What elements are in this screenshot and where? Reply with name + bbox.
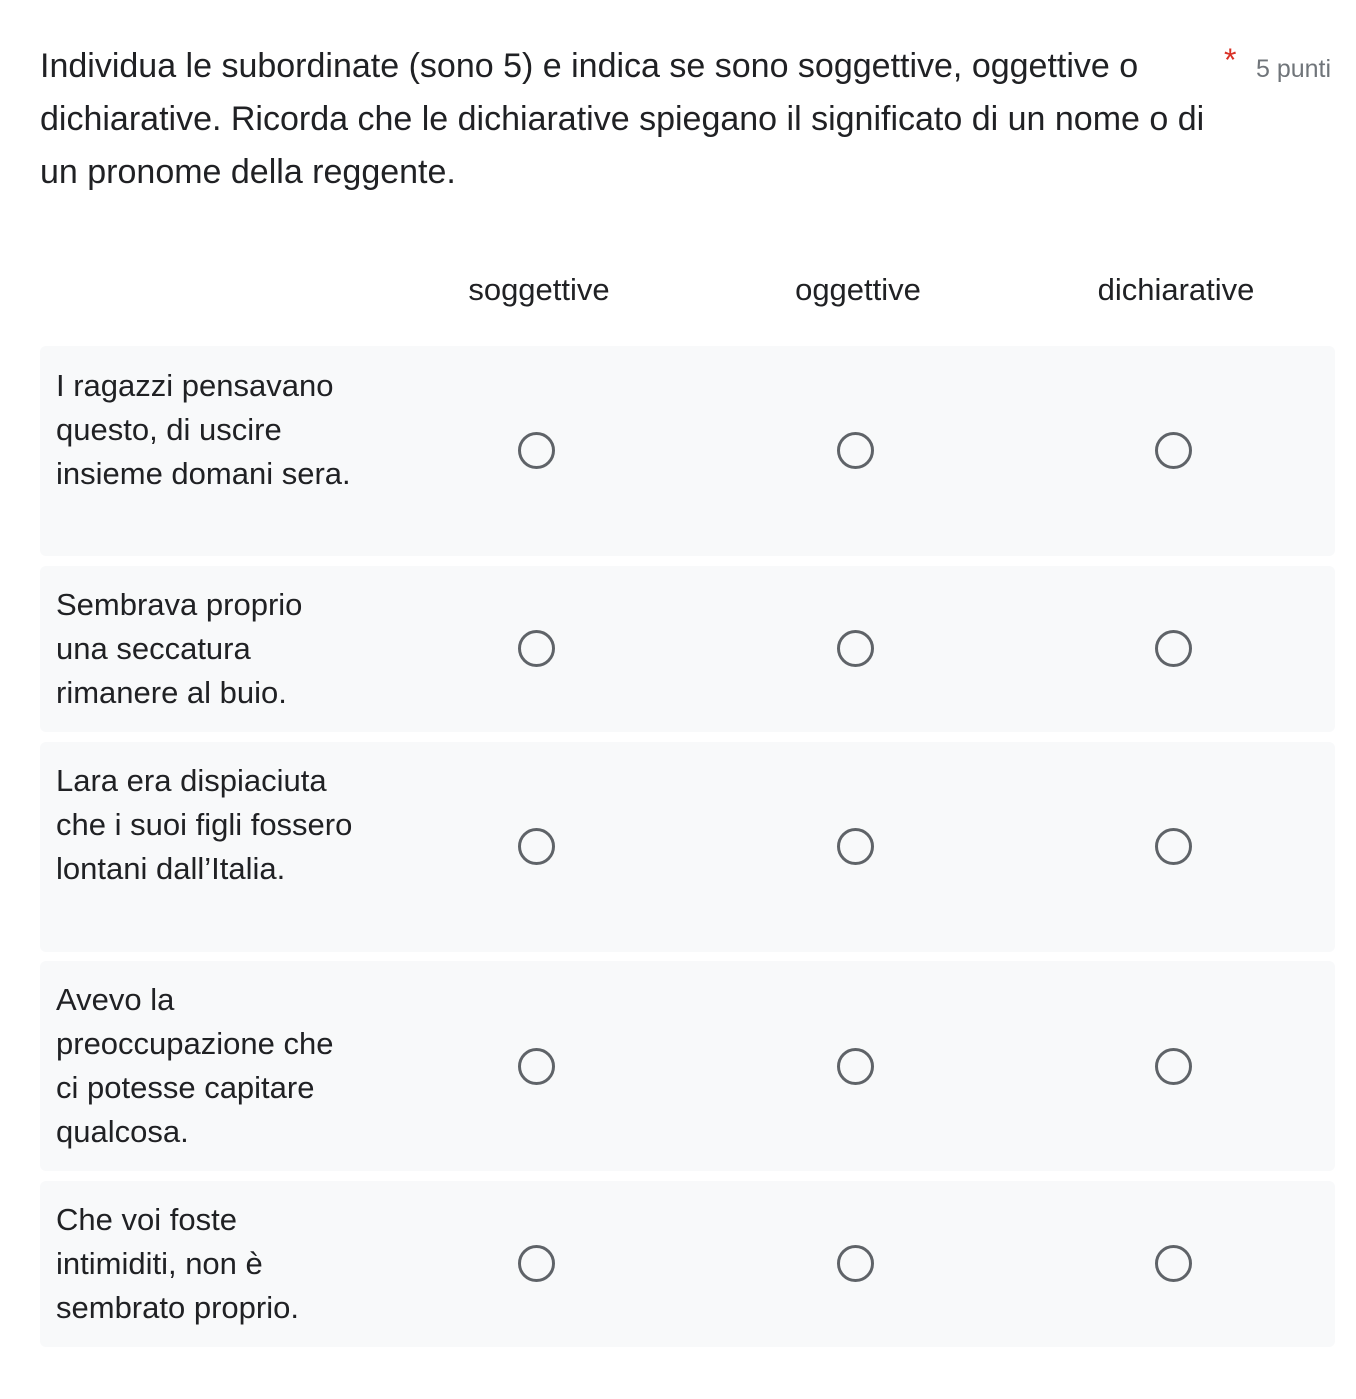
grid-column-headers	[0, 268, 1356, 314]
radio-row3-dichiarative[interactable]	[1155, 828, 1192, 865]
grid-row-4	[40, 961, 1335, 1171]
radio-row5-soggettive[interactable]	[518, 1245, 555, 1282]
required-asterisk: *	[1224, 42, 1237, 78]
question-title: Individua le subordinate (sono 5) e indica se sono soggettive, oggettive o dichiarative. Ricorda che le dichiarative spiegano il significato di un nome o di un pronome della reggente.	[40, 47, 1205, 191]
grid-row-3	[40, 742, 1335, 952]
row-label: Che voi foste intimiditi, non è sembrato proprio.	[56, 1202, 299, 1325]
grid-row-5	[40, 1181, 1335, 1347]
column-header-dichiarative: dichiarative	[1097, 272, 1255, 307]
radio-row4-dichiarative[interactable]	[1155, 1048, 1192, 1085]
radio-row2-oggettive[interactable]	[837, 630, 874, 667]
radio-row2-dichiarative[interactable]	[1155, 630, 1192, 667]
row-label: Sembrava proprio una seccatura rimanere al buio.	[56, 587, 303, 710]
radio-row5-oggettive[interactable]	[837, 1245, 874, 1282]
points-label: 5 punti	[1256, 55, 1332, 83]
grid-row-2	[40, 566, 1335, 732]
question-header	[40, 40, 1220, 199]
row-label: Lara era dispiaciuta che i suoi figli fossero lontani dall’Italia.	[56, 763, 353, 886]
radio-row3-soggettive[interactable]	[518, 828, 555, 865]
radio-row5-dichiarative[interactable]	[1155, 1245, 1192, 1282]
radio-row2-soggettive[interactable]	[518, 630, 555, 667]
row-label: I ragazzi pensavano questo, di uscire insieme domani sera.	[56, 368, 351, 491]
column-header-soggettive: soggettive	[468, 272, 610, 307]
radio-row1-oggettive[interactable]	[837, 432, 874, 469]
column-header-oggettive: oggettive	[795, 272, 921, 307]
row-label: Avevo la preoccupazione che ci potesse capitare qualcosa.	[56, 982, 334, 1149]
radio-row3-oggettive[interactable]	[837, 828, 874, 865]
radio-row1-dichiarative[interactable]	[1155, 432, 1192, 469]
radio-row1-soggettive[interactable]	[518, 432, 555, 469]
grid-row-1	[40, 346, 1335, 556]
radio-row4-oggettive[interactable]	[837, 1048, 874, 1085]
radio-row4-soggettive[interactable]	[518, 1048, 555, 1085]
